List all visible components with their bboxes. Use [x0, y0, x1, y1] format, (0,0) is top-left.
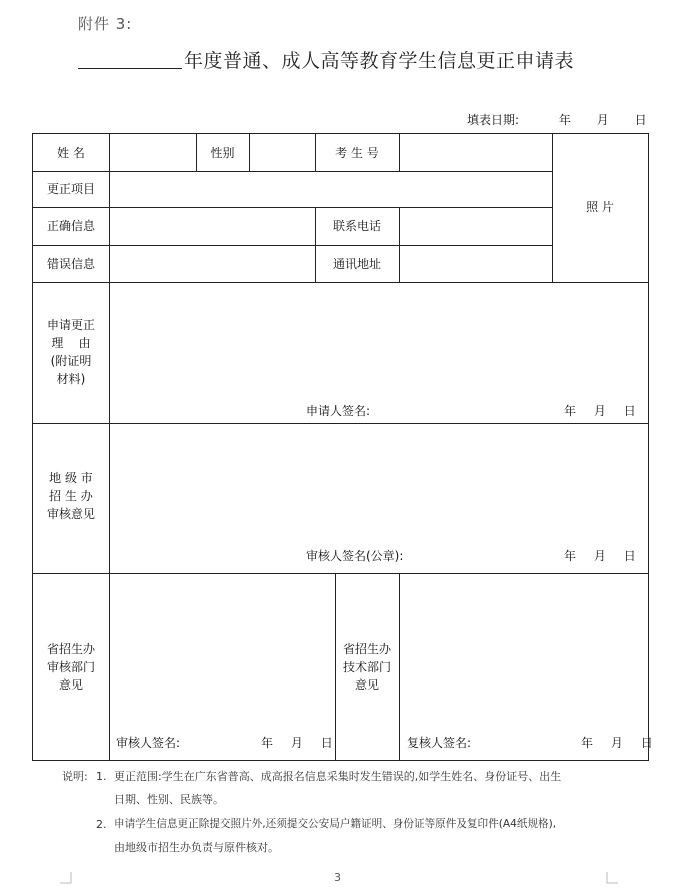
- prov-dept-label: [33, 640, 109, 694]
- reason-label-line-1: 申请更正: [46, 318, 95, 332]
- note-1-line-2: 日期、性别、民族等。: [114, 793, 224, 806]
- page-corner-mark-right: [606, 872, 618, 884]
- applicant-year: 年: [564, 404, 577, 418]
- annex-label: 附件 3:: [78, 15, 133, 33]
- city-review-label-line-2: 招 生 办: [49, 489, 93, 503]
- city-date: [564, 547, 636, 564]
- reason-field[interactable]: [110, 283, 647, 393]
- fill-date-month: 月: [596, 113, 609, 127]
- page-title: 年度普通、成人高等教育学生信息更正申请表: [184, 50, 575, 72]
- applicant-signature-label: 申请人签名:: [306, 404, 371, 418]
- wrong-info-field[interactable]: [110, 246, 314, 281]
- prov-dept-label-line-1: 省招生办: [46, 642, 95, 656]
- city-month: 月: [593, 549, 606, 563]
- reviewer-year: 年: [261, 736, 274, 750]
- reason-label-line-2: 理 由: [51, 336, 91, 350]
- prov-tech-label-line-3: 意见: [354, 678, 379, 692]
- exam-number-label: 考 生 号: [335, 146, 379, 160]
- note-1-number: 1.: [96, 770, 107, 783]
- application-form-table: [32, 133, 653, 761]
- note-2-number: 2.: [96, 818, 107, 831]
- city-review-label-line-3: 审核意见: [46, 507, 95, 521]
- page-number: 3: [334, 871, 341, 884]
- photo-label: 照 片: [586, 200, 614, 214]
- correct-info-label: 正确信息: [46, 219, 95, 233]
- fill-date-label: 填表日期:: [467, 113, 520, 127]
- prov-dept-label-line-3: 意见: [58, 678, 83, 692]
- applicant-day: 日: [623, 404, 636, 418]
- fill-date-year: 年: [558, 113, 571, 127]
- notes-prefix: 说明:: [62, 770, 88, 783]
- fill-date-row: [467, 111, 647, 128]
- reason-label-line-3: (附证明: [50, 354, 92, 368]
- rechecker-date: [581, 734, 653, 751]
- note-1-line-1: 更正范围:学生在广东省普高、成高报名信息采集时发生错误的,如学生姓名、身份证号、出生: [114, 770, 562, 783]
- exam-number-field[interactable]: [400, 135, 551, 170]
- address-field[interactable]: [400, 246, 551, 281]
- rechecker-month: 月: [610, 736, 623, 750]
- correction-item-label: 更正项目: [46, 182, 95, 196]
- prov-dept-label-line-2: 审核部门: [46, 660, 95, 674]
- name-field[interactable]: [110, 135, 195, 170]
- note-2-line-1: 申请学生信息更正除提交照片外,还须提交公安局户籍证明、身份证等原件及复印件(A4纸规格),: [114, 818, 557, 830]
- applicant-date: [564, 402, 636, 419]
- prov-tech-field[interactable]: [400, 574, 647, 724]
- title-year-blank[interactable]: [78, 68, 182, 69]
- photo-area[interactable]: [553, 135, 647, 281]
- phone-field[interactable]: [400, 208, 551, 244]
- correction-item-field[interactable]: [110, 172, 551, 206]
- gender-field[interactable]: [250, 135, 314, 170]
- reviewer-month: 月: [290, 736, 303, 750]
- city-signature-label: 审核人签名(公章):: [306, 549, 404, 563]
- prov-tech-label-line-1: 省招生办: [342, 642, 391, 656]
- applicant-month: 月: [593, 404, 606, 418]
- page-corner-mark-left: [60, 872, 72, 884]
- address-label: 通讯地址: [332, 257, 381, 271]
- fill-date-day: 日: [634, 113, 647, 127]
- wrong-info-label: 错误信息: [46, 257, 95, 271]
- rechecker-year: 年: [581, 736, 594, 750]
- city-year: 年: [564, 549, 577, 563]
- reviewer-date: [261, 734, 333, 751]
- reviewer-day: 日: [320, 736, 333, 750]
- rechecker-signature-label: 复核人签名:: [407, 736, 472, 750]
- prov-dept-field[interactable]: [110, 574, 334, 724]
- phone-label: 联系电话: [332, 219, 381, 233]
- name-label: 姓 名: [57, 146, 85, 160]
- city-review-field[interactable]: [110, 424, 647, 539]
- gender-label: 性别: [210, 146, 235, 160]
- rechecker-day: 日: [640, 736, 653, 750]
- prov-tech-label: [335, 640, 399, 694]
- city-review-label: [33, 469, 109, 523]
- reason-label: [33, 316, 109, 388]
- note-2-line-2: 由地级市招生办负责与原件核对。: [114, 841, 279, 854]
- reviewer-signature-label: 审核人签名:: [116, 736, 181, 750]
- city-day: 日: [623, 549, 636, 563]
- correct-info-field[interactable]: [110, 208, 314, 244]
- prov-tech-label-line-2: 技术部门: [342, 660, 391, 674]
- city-review-label-line-1: 地 级 市: [49, 471, 93, 485]
- reason-label-line-4: 材料): [56, 372, 86, 386]
